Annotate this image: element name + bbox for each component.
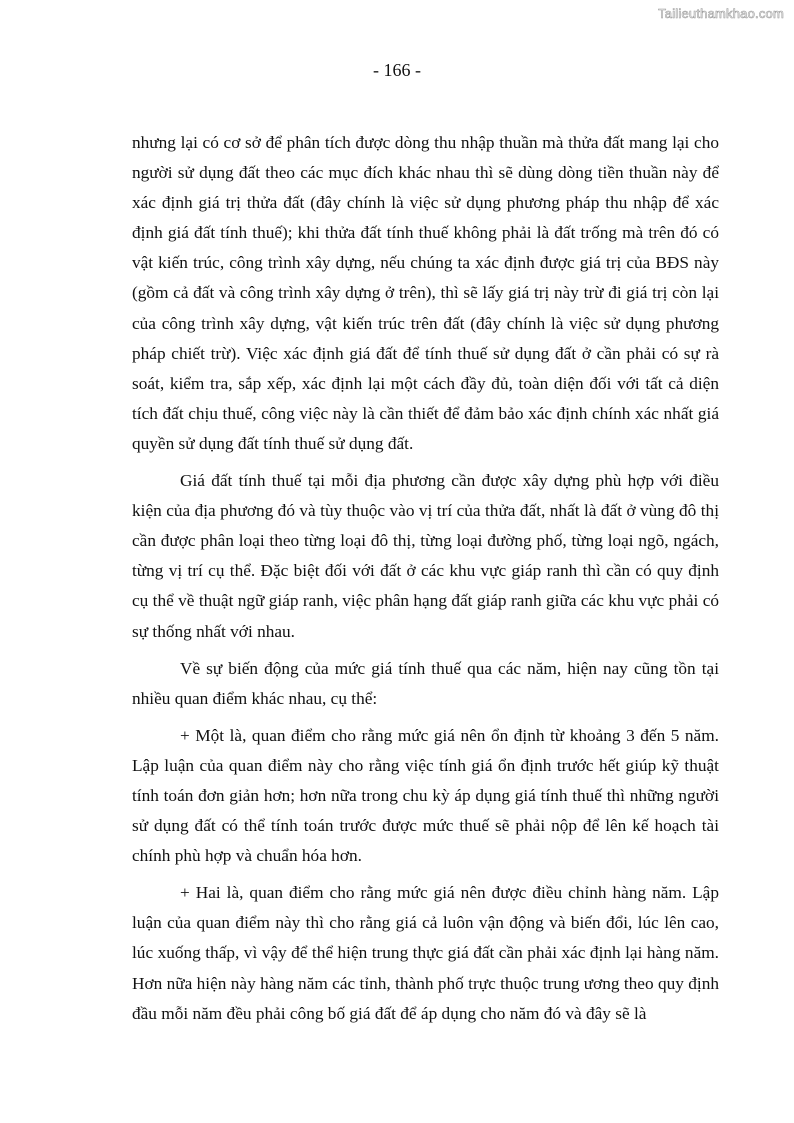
body-text: [132, 128, 719, 1036]
paragraph-viewpoint-two: + Hai là, quan điểm cho rằng mức giá nên được điều chỉnh hàng năm. Lập luận của quan điểm này thì cho rằng giá cả luôn vận động và biến đổi, lúc lên cao, lúc xuống thấp, vì vậy để thể hiện trung thực giá đất cần phải xác định lại hàng năm. Hơn nữa hiện này hàng năm các tỉnh, thành phố trực thuộc trung ương theo quy định đầu mỗi năm đều phải công bố giá đất để áp dụng cho năm đó và đây sẽ là: [132, 883, 719, 1023]
paragraph-price-fluctuation: Về sự biến động của mức giá tính thuế qua các năm, hiện nay cũng tồn tại nhiều quan điểm khác nhau, cụ thể:: [132, 658, 719, 708]
watermark: Tailieuthamkhao.com: [658, 6, 784, 21]
paragraph-continuation: nhưng lại có cơ sở để phân tích được dòng thu nhập thuần mà thửa đất mang lại cho người sử dụng đất theo các mục đích khác nhau thì sẽ dùng dòng tiền thuần này để xác định giá trị thửa đất (đây chính là việc sử dụng phương pháp thu nhập để xác định giá đất tính thuế); khi thửa đất tính thuế không phải là đất trống mà trên đó có vật kiến trúc, công trình xây dựng, nếu chúng ta xác định được giá trị của BĐS này (gồm cả đất và công trình xây dựng ở trên), thì sẽ lấy giá trị này trừ đi giá trị còn lại của công trình xây dựng, vật kiến trúc trên đất (đây chính là việc sử dụng phương pháp chiết trừ). Việc xác định giá đất để tính thuế sử dụng đất ở cần phải có sự rà soát, kiểm tra, sắp xếp, xác định lại một cách đầy đủ, toàn diện đối với tất cả diện tích đất chịu thuế, công việc này là cần thiết để đảm bảo xác định chính xác nhất giá quyền sử dụng đất tính thuế sử dụng đất.: [132, 133, 719, 453]
page-number: - 166 -: [373, 60, 421, 80]
paragraph-land-price-locality: Giá đất tính thuế tại mỗi địa phương cần được xây dựng phù hợp với điều kiện của địa phương đó và tùy thuộc vào vị trí của thửa đất, nhất là đất ở vùng đô thị cần được phân loại theo từng loại đô thị, từng loại đường phố, từng loại ngõ, ngách, từng vị trí cụ thể. Đặc biệt đối với đất ở các khu vực giáp ranh thì cần có quy định cụ thể về thuật ngữ giáp ranh, việc phân hạng đất giáp ranh giữa các khu vực phải có sự thống nhất với nhau.: [132, 471, 719, 641]
paragraph-viewpoint-one: + Một là, quan điểm cho rằng mức giá nên ổn định từ khoảng 3 đến 5 năm. Lập luận của quan điểm này cho rằng việc tính giá ổn định trước hết giúp kỹ thuật tính toán đơn giản hơn; hơn nữa trong chu kỳ áp dụng giá tính thuế thì những người sử dụng đất có thể tính toán trước được mức thuế sẽ phải nộp để lên kế hoạch tài chính phù hợp và chuẩn hóa hơn.: [132, 725, 719, 866]
